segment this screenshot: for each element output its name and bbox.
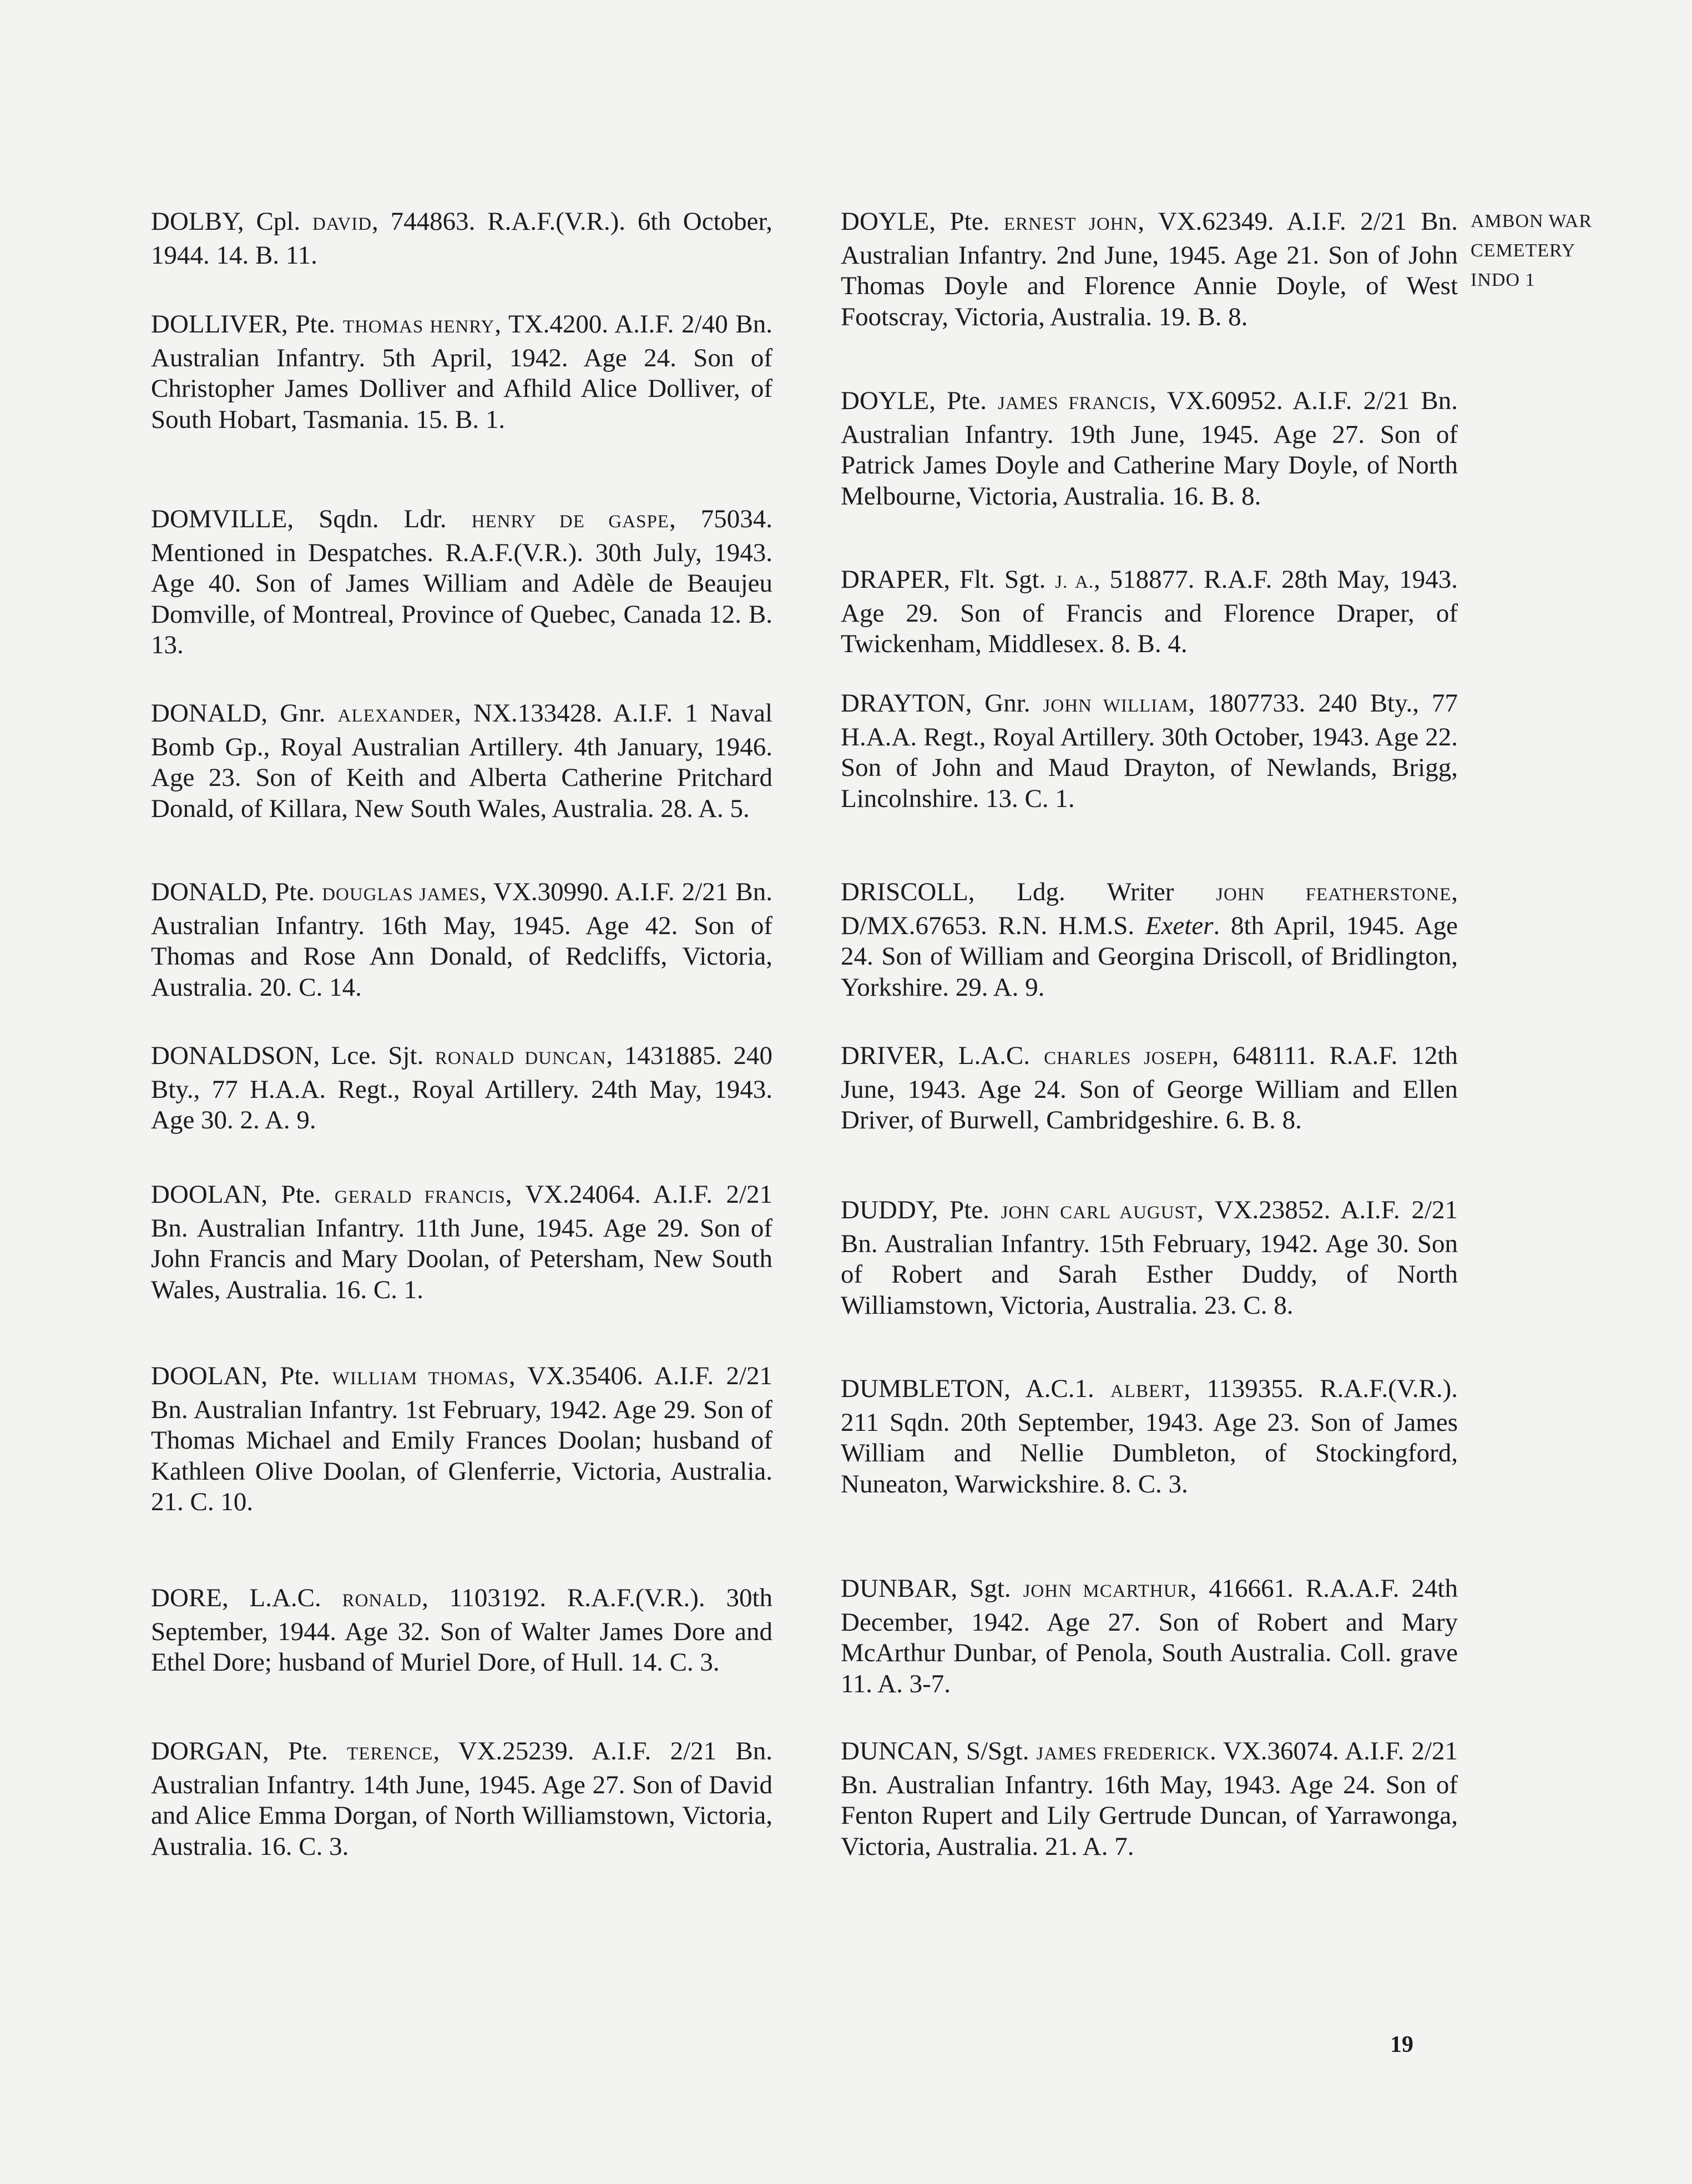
- entry: [841, 386, 1458, 512]
- entry-given-names: JAMES FRANCIS: [998, 394, 1150, 413]
- entry-details: , 648111. R.A.F. 12th June, 1943. Age 24. Son of George William and Ellen Driver, of Burwell, Cambridgeshire. 6. B. 8.: [841, 1041, 1458, 1134]
- entry-details: , VX.30990. A.I.F. 2/21 Bn. Australian Infantry. 16th May, 1945. Age 42. Son of Thomas and Rose Ann Donald, of Redcliffs, Victoria, Australia. 20. C. 14.: [151, 877, 773, 1002]
- entry: [151, 206, 772, 271]
- entry-surname-rank: DRAYTON, Gnr.: [841, 689, 1031, 718]
- entry-details: , 1431885. 240 Bty., 77 H.A.A. Regt., Royal Artillery. 24th May, 1943. Age 30. 2. A. 9.: [151, 1041, 772, 1134]
- entry-surname-rank: DUDDY, Pte.: [841, 1196, 989, 1224]
- entry-surname-rank: DOLBY, Cpl.: [151, 207, 301, 236]
- entry: [151, 504, 772, 661]
- entry-surname-rank: DRISCOLL, Ldg. Writer: [841, 877, 1174, 906]
- cemetery-heading-line: CEMETERY: [1471, 240, 1576, 261]
- entry-given-names: GERALD FRANCIS: [334, 1187, 506, 1207]
- entry-surname-rank: DONALD, Gnr.: [151, 699, 326, 728]
- entry-details: , 518877. R.A.F. 28th May, 1943. Age 29. Son of Francis and Florence Draper, of Twickenham, Middlesex. 8. B. 4.: [841, 565, 1458, 658]
- entry: [841, 1041, 1458, 1136]
- entry-details: , D/MX.67653. R.N. H.M.S.: [841, 877, 1458, 940]
- entry-details: . VX.36074. A.I.F. 2/21 Bn. Australian Infantry. 16th May, 1943. Age 24. Son of Fenton Rupert and Lily Gertrude Duncan, of Yarrawonga, Victoria, Australia. 21. A. 7.: [841, 1737, 1458, 1861]
- entry-surname-rank: DOYLE, Pte.: [841, 386, 987, 415]
- entry-details: , NX.133428. A.I.F. 1 Naval Bomb Gp., Royal Australian Artillery. 4th January, 1946. Age 23. Son of Keith and Alberta Catherine Pritchard Donald, of Killara, New South Wales, Australia. 28. A. 5.: [151, 699, 773, 823]
- entry-surname-rank: DONALDSON, Lce. Sjt.: [151, 1041, 424, 1070]
- entry-details: . 8th April, 1945. Age 24. Son of William and Georgina Driscoll, of Bridlington, Yorkshire. 29. A. 9.: [841, 911, 1458, 1002]
- entry: [151, 1736, 772, 1862]
- entry-given-names: CHARLES JOSEPH: [1044, 1048, 1213, 1068]
- entry-given-names: JAMES FREDERICK: [1036, 1744, 1210, 1764]
- entry-given-names: JOHN WILLIAM: [1043, 696, 1189, 716]
- entry-details: , VX.24064. A.I.F. 2/21 Bn. Australian Infantry. 11th June, 1945. Age 29. Son of John Francis and Mary Doolan, of Petersham, New South Wales, Australia. 16. C. 1.: [151, 1180, 772, 1304]
- entry-surname-rank: DOMVILLE, Sqdn. Ldr.: [151, 505, 447, 533]
- entry-given-names: ALEXANDER: [337, 706, 455, 726]
- entry: [151, 1179, 772, 1305]
- entry-details: , 744863. R.A.F.(V.R.). 6th October, 1944. 14. B. 11.: [151, 207, 773, 270]
- entry-given-names: DOUGLAS JAMES: [322, 885, 481, 905]
- entry: [841, 877, 1458, 1003]
- entry-details: , VX.35406. A.I.F. 2/21 Bn. Australian Infantry. 1st February, 1942. Age 29. Son of Thomas Michael and Emily Frances Doolan; husband of Kathleen Olive Doolan, of Glenferrie, Victoria, Australia. 21. C. 10.: [151, 1361, 773, 1516]
- entry-surname-rank: DUNBAR, Sgt.: [841, 1574, 1011, 1603]
- entry-details: , VX.60952. A.I.F. 2/21 Bn. Australian Infantry. 19th June, 1945. Age 27. Son of Patrick James Doyle and Catherine Mary Doyle, of North Melbourne, Victoria, Australia. 16. B. 8.: [841, 386, 1458, 511]
- cemetery-heading: [1471, 206, 1648, 295]
- cemetery-heading-line: INDO 1: [1471, 270, 1536, 290]
- entry-surname-rank: DRAPER, Flt. Sgt.: [841, 565, 1046, 594]
- entry: [841, 1573, 1458, 1699]
- entry-details: , 416661. R.A.A.F. 24th December, 1942. Age 27. Son of Robert and Mary McArthur Dunbar, of Penola, South Australia. Coll. grave 11. A. 3-7.: [841, 1574, 1458, 1698]
- entry-given-names: RONALD: [342, 1591, 422, 1611]
- entry-surname-rank: DOLLIVER, Pte.: [151, 310, 336, 339]
- entry: [841, 1195, 1458, 1321]
- entry-given-names: HENRY DE GASPE: [471, 512, 669, 532]
- entry-ship-name: Exeter: [1145, 911, 1214, 940]
- entry-surname-rank: DOYLE, Pte.: [841, 207, 990, 236]
- entry-surname-rank: DUNCAN, S/Sgt.: [841, 1737, 1029, 1766]
- entry-given-names: JOHN MCARTHUR: [1023, 1581, 1190, 1601]
- entry: [841, 1736, 1458, 1862]
- entry: [841, 1374, 1458, 1500]
- entry-surname-rank: DORE, L.A.C.: [151, 1583, 321, 1612]
- entry-given-names: THOMAS HENRY: [342, 317, 495, 337]
- entry-surname-rank: DORGAN, Pte.: [151, 1737, 328, 1766]
- entry-details: , 1139355. R.A.F.(V.R.). 211 Sqdn. 20th September, 1943. Age 23. Son of James William and Nellie Dumbleton, of Stockingford, Nuneaton, Warwickshire. 8. C. 3.: [841, 1374, 1458, 1499]
- entry-surname-rank: DRIVER, L.A.C.: [841, 1041, 1030, 1070]
- entry-given-names: WILLIAM THOMAS: [332, 1369, 509, 1389]
- entry: [151, 1361, 772, 1518]
- entry: [151, 1041, 772, 1136]
- entry: [151, 1583, 772, 1678]
- entry-given-names: TERENCE: [347, 1744, 433, 1764]
- entry: [841, 564, 1458, 660]
- entry: [841, 206, 1458, 332]
- entry-surname-rank: DOOLAN, Pte.: [151, 1361, 320, 1390]
- entry: [151, 309, 772, 435]
- entry-surname-rank: DUMBLETON, A.C.1.: [841, 1374, 1094, 1403]
- entry-given-names: ALBERT: [1110, 1381, 1184, 1401]
- cemetery-heading-line: AMBON WAR: [1471, 211, 1593, 231]
- entry: [841, 688, 1458, 814]
- entry-given-names: JOHN FEATHERSTONE: [1216, 885, 1452, 905]
- entry-given-names: ERNEST JOHN: [1003, 214, 1138, 234]
- entry-details: , VX.62349. A.I.F. 2/21 Bn. Australian Infantry. 2nd June, 1945. Age 21. Son of John Thomas Doyle and Florence Annie Doyle, of West Footscray, Victoria, Australia. 19. B. 8.: [841, 207, 1458, 331]
- entry-details: , TX.4200. A.I.F. 2/40 Bn. Australian Infantry. 5th April, 1942. Age 24. Son of Christopher James Dolliver and Afhild Alice Dolliver, of South Hobart, Tasmania. 15. B. 1.: [151, 310, 772, 434]
- entry: [151, 877, 772, 1003]
- entry-given-names: J. A.: [1055, 572, 1094, 592]
- entry-details: , VX.23852. A.I.F. 2/21 Bn. Australian Infantry. 15th February, 1942. Age 30. Son of Robert and Sarah Esther Duddy, of North Williamstown, Victoria, Australia. 23. C. 8.: [841, 1196, 1458, 1320]
- entry-given-names: DAVID: [312, 214, 372, 234]
- page-number: 19: [1390, 2032, 1413, 2057]
- entry-surname-rank: DOOLAN, Pte.: [151, 1180, 321, 1209]
- entry-details: , 1103192. R.A.F.(V.R.). 30th September, 1944. Age 32. Son of Walter James Dore and Ethel Dore; husband of Muriel Dore, of Hull. 14. C. 3.: [151, 1583, 772, 1677]
- entry-given-names: RONALD DUNCAN: [435, 1048, 607, 1068]
- entry-details: , 1807733. 240 Bty., 77 H.A.A. Regt., Royal Artillery. 30th October, 1943. Age 22. Son of John and Maud Drayton, of Newlands, Brigg, Lincolnshire. 13. C. 1.: [841, 689, 1458, 813]
- entry-given-names: JOHN CARL AUGUST: [1001, 1203, 1198, 1223]
- entry-surname-rank: DONALD, Pte.: [151, 877, 315, 906]
- entry-details: , 75034. Mentioned in Despatches. R.A.F.(V.R.). 30th July, 1943. Age 40. Son of James William and Adèle de Beaujeu Domville, of Montreal, Province of Quebec, Canada 12. B. 13.: [151, 505, 773, 659]
- entry: [151, 698, 772, 824]
- entry-details: , VX.25239. A.I.F. 2/21 Bn. Australian Infantry. 14th June, 1945. Age 27. Son of David and Alice Emma Dorgan, of North Williamstown, Victoria, Australia. 16. C. 3.: [151, 1737, 772, 1861]
